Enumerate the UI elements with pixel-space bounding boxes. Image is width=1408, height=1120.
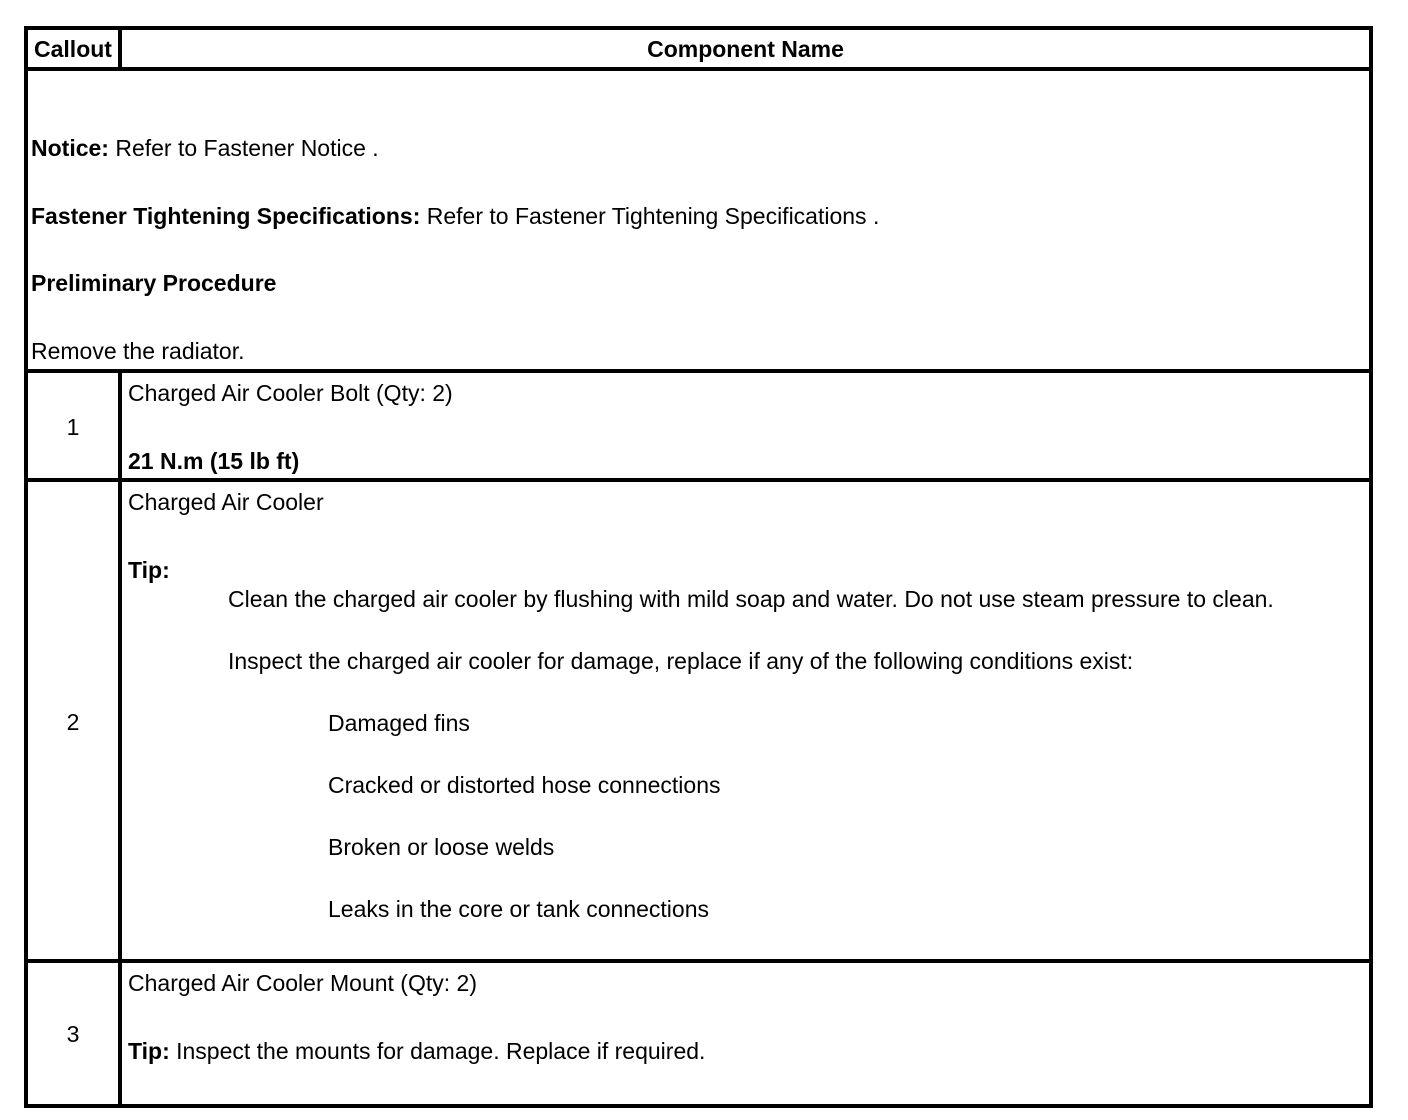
header-component-name: Component Name — [647, 36, 844, 62]
notice-text: Refer to Fastener Notice . — [108, 135, 379, 161]
fastener-label: Fastener Tightening Specifications: — [31, 203, 421, 229]
row1-torque: 21 N.m (15 lb ft) — [128, 448, 300, 474]
row2-condition-item: Cracked or distorted hose connections — [328, 772, 721, 798]
row3-component-name: Charged Air Cooler Mount (Qty: 2) — [128, 970, 477, 996]
row3-callout: 3 — [66, 1021, 80, 1047]
row1-component-name: Charged Air Cooler Bolt (Qty: 2) — [128, 380, 453, 406]
notice-label: Notice: — [31, 135, 109, 161]
row2-tip-inspect: Inspect the charged air cooler for damage, replace if any of the following conditions exist: — [228, 648, 1134, 674]
fastener-line — [31, 205, 879, 228]
row2-condition-item: Damaged fins — [328, 710, 470, 736]
intro-divider — [24, 369, 1373, 373]
notice-line — [31, 137, 379, 160]
row2-callout: 2 — [66, 709, 80, 735]
table-border-top — [24, 26, 1373, 30]
table-border-right — [1369, 26, 1373, 1108]
row2-divider — [24, 959, 1373, 963]
row2-condition-item: Leaks in the core or tank connections — [328, 896, 710, 922]
fastener-text: Refer to Fastener Tightening Specifications . — [420, 203, 880, 229]
row1-callout: 1 — [66, 414, 80, 440]
row2-component-name: Charged Air Cooler — [128, 489, 324, 515]
preliminary-step: Remove the radiator. — [31, 338, 245, 364]
row2-tip-clean: Clean the charged air cooler by flushing with mild soap and water. Do not use steam pressure to clean. — [228, 586, 1274, 612]
preliminary-heading: Preliminary Procedure — [31, 270, 277, 296]
row3-tip-text: Inspect the mounts for damage. Replace if required. — [169, 1038, 706, 1064]
row3-tip-label: Tip: — [128, 1038, 170, 1064]
row2-tip-label: Tip: — [128, 557, 170, 583]
row3-tip-line — [128, 1040, 705, 1063]
header-divider — [24, 67, 1373, 71]
table-border-bottom — [24, 1104, 1373, 1108]
header-callout: Callout — [34, 36, 112, 62]
row1-divider — [24, 478, 1373, 482]
row2-condition-item: Broken or loose welds — [328, 834, 555, 860]
table-border-left — [24, 26, 28, 1108]
